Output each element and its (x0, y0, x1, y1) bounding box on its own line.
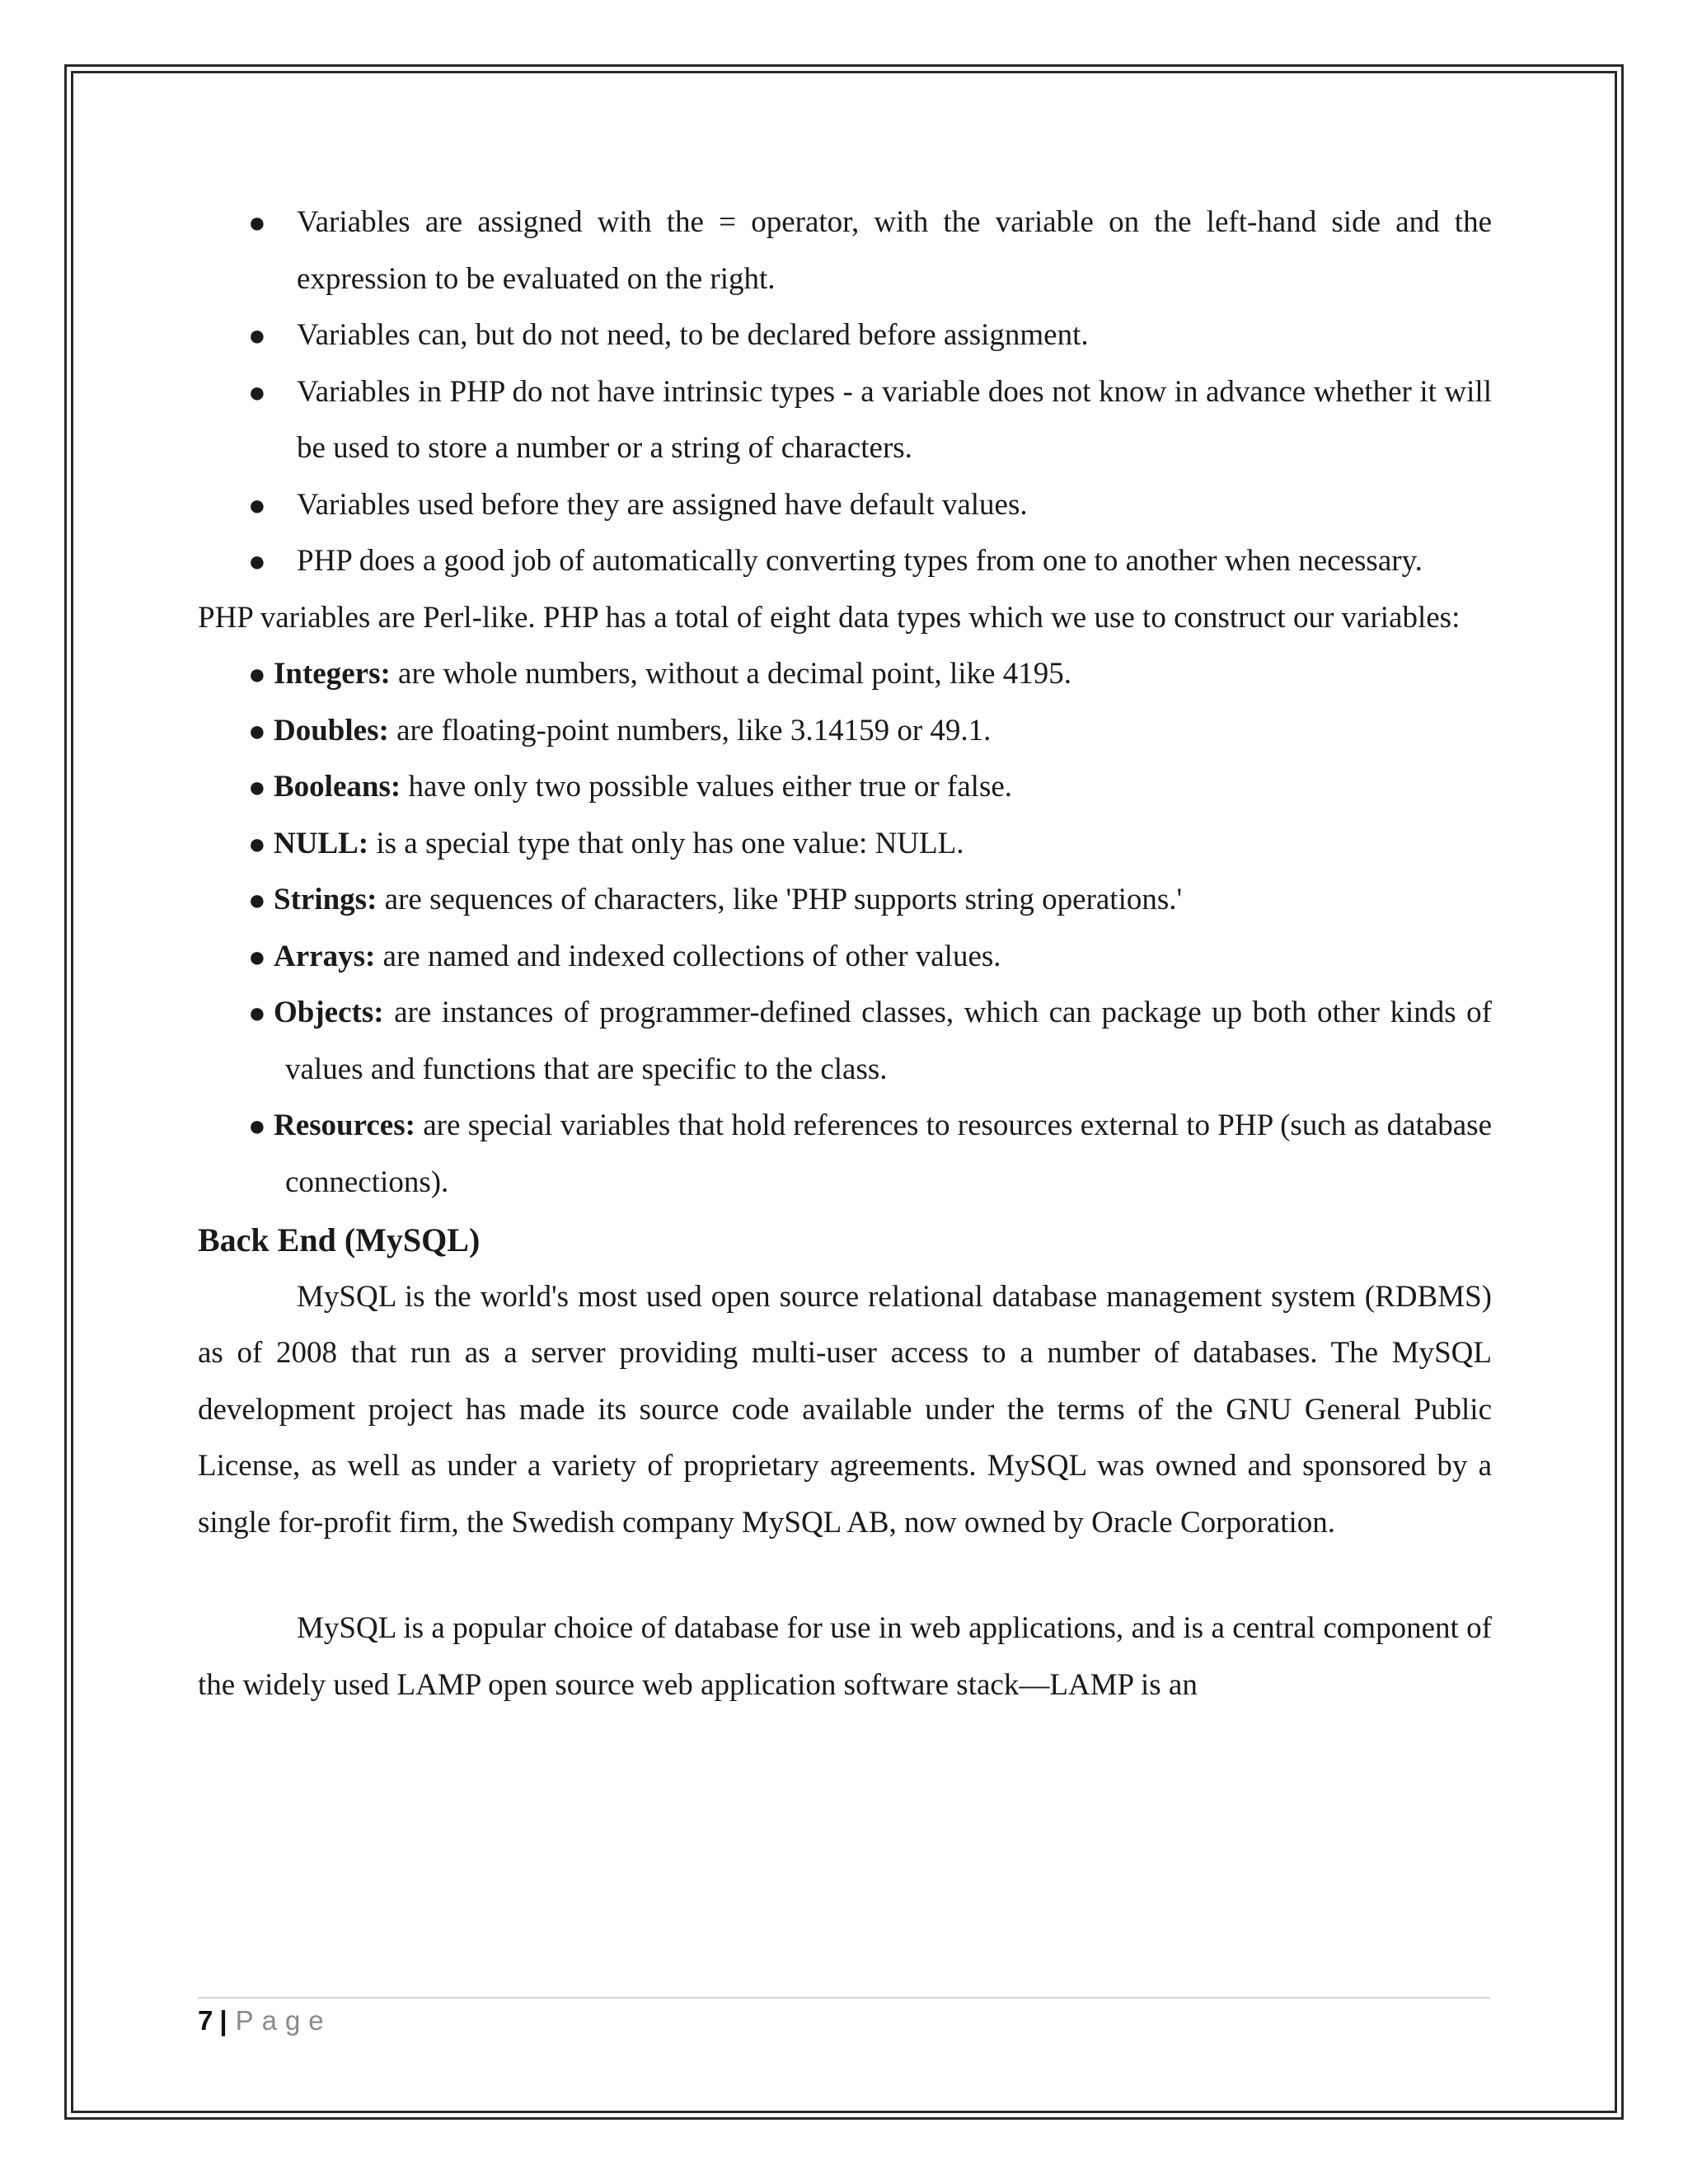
list-item (198, 816, 1492, 873)
list-item (198, 872, 1492, 929)
data-type-desc: are sequences of characters, like 'PHP supports string operations.' (377, 883, 1183, 916)
data-type-term: Resources: (274, 1108, 415, 1142)
list-item (198, 307, 1492, 364)
list-item (198, 1098, 1492, 1211)
data-type-desc: are whole numbers, without a decimal point, like 4195. (390, 657, 1071, 691)
list-item (198, 759, 1492, 816)
data-type-term: Booleans: (274, 770, 401, 804)
body-paragraph: MySQL is the world's most used open source relational database management system (RDBMS) as of 2008 that run as a server providing multi-user access to a number of databases. The MySQL development project has made its source code available under the terms of the GNU General Public License, as well as under a variety of proprietary agreements. MySQL was owned and sponsored by a single for-profit firm, the Swedish company MySQL AB, now owned by Oracle Corporation. (198, 1279, 1492, 1540)
footer-separator: | (219, 2005, 227, 2036)
data-type-term: Arrays: (274, 939, 376, 973)
list-item (198, 646, 1492, 703)
data-type-term: Integers: (274, 657, 391, 691)
bullet-icon: ● (248, 206, 266, 239)
page-label: Page (235, 2005, 332, 2036)
bullet-icon: ● (248, 883, 266, 916)
data-types-list (198, 646, 1492, 1211)
paragraph-spacer (198, 1551, 1492, 1601)
list-item (198, 985, 1492, 1098)
list-item-text: Variables can, but do not need, to be declared before assignment. (297, 318, 1089, 352)
list-item (198, 477, 1492, 534)
data-type-desc: have only two possible values either true or false. (401, 770, 1013, 804)
bullet-icon: ● (248, 1109, 266, 1142)
bullet-icon: ● (248, 658, 266, 691)
types-intro-paragraph: PHP variables are Perl-like. PHP has a total of eight data types which we use to construct our variables: (198, 600, 1461, 635)
list-item-text: Variables in PHP do not have intrinsic types - a variable does not know in advance whether it will be used to store a number or a string of characters. (297, 374, 1492, 465)
page-number: 7 (198, 2005, 213, 2036)
data-type-term: Strings: (274, 883, 377, 916)
list-item (198, 194, 1492, 307)
page-content (198, 194, 1492, 1713)
data-type-term: Doubles: (274, 713, 389, 748)
bullet-icon: ● (248, 771, 266, 804)
footer-divider (198, 1997, 1490, 1999)
variable-rules-list (198, 194, 1492, 590)
list-item (198, 703, 1492, 760)
data-type-term: NULL: (274, 826, 369, 860)
list-item-text: Variables are assigned with the = operator, with the variable on the left-hand side and the expression to be evaluated on the right. (297, 205, 1492, 296)
body-paragraph: MySQL is a popular choice of database for use in web applications, and is a central component of the widely used LAMP open source web application software stack—LAMP is an (198, 1611, 1492, 1702)
bullet-icon: ● (248, 940, 266, 973)
bullet-icon: ● (248, 488, 266, 522)
bullet-icon: ● (248, 375, 266, 409)
list-item (198, 364, 1492, 477)
data-type-desc: are named and indexed collections of other values. (375, 939, 1001, 973)
data-type-desc: are special variables that hold references to resources external to PHP (such as database connections). (285, 1108, 1492, 1199)
list-item-text: PHP does a good job of automatically converting types from one to another when necessary. (297, 544, 1423, 578)
section-heading: Back End (MySQL) (198, 1221, 481, 1258)
list-item-text: Variables used before they are assigned have default values. (297, 487, 1028, 522)
bullet-icon: ● (248, 996, 266, 1029)
page-footer (198, 2003, 332, 2039)
bullet-icon: ● (248, 827, 266, 860)
bullet-icon: ● (248, 714, 266, 748)
list-item (198, 533, 1492, 590)
data-type-desc: are instances of programmer-defined classes, which can package up both other kinds of values and functions that are specific to the class. (285, 996, 1492, 1086)
list-item (198, 929, 1492, 986)
data-type-desc: is a special type that only has one value: NULL. (368, 826, 964, 860)
bullet-icon: ● (248, 319, 266, 352)
data-type-desc: are floating-point numbers, like 3.14159 or 49.1. (388, 713, 992, 748)
bullet-icon: ● (248, 545, 266, 578)
data-type-term: Objects: (274, 996, 384, 1029)
